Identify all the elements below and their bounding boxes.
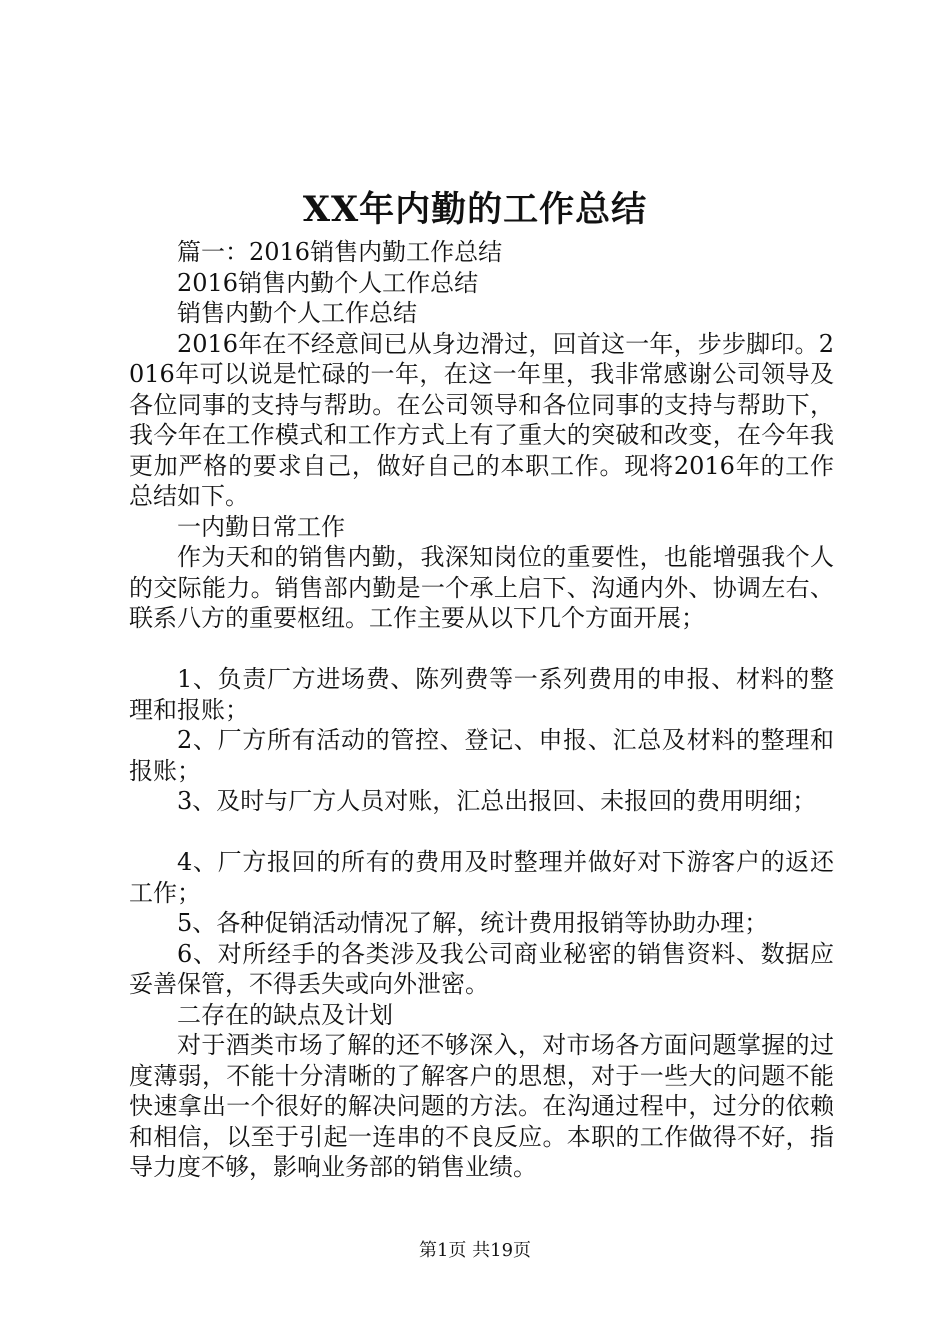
document-body (129, 237, 834, 1183)
list-item-6: 6、对所经手的各类涉及我公司商业秘密的销售资料、数据应妥善保管，不得丢失或向外泄密。 (129, 939, 834, 998)
page-footer: 第1页 共19页 (418, 1240, 532, 1261)
heading-part-one: 篇一：2016销售内勤工作总结 (177, 238, 503, 266)
paragraph-shortcomings: 对于酒类市场了解的还不够深入，对市场各方面问题掌握的过度薄弱，不能十分清晰的了解客户的思想，对于一些大的问题不能快速拿出一个很好的解决问题的方法。在沟通过程中，过分的依赖和相信，以至于引起一连串的不良反应。本职的工作做得不好，指导力度不够，影响业务部的销售业绩。 (129, 1031, 834, 1181)
section-heading-daily-work: 一内勤日常工作 (177, 512, 345, 541)
list-item-1: 1、负责厂方进场费、陈列费等一系列费用的申报、材料的整理和报账； (129, 665, 834, 724)
subheading-summary: 2016销售内勤个人工作总结 (177, 268, 479, 297)
paragraph-role: 作为天和的销售内勤，我深知岗位的重要性，也能增强我个人的交际能力。销售部内勤是一个承上启下、沟通内外、协调左右、联系八方的重要枢纽。工作主要从以下几个方面开展； (129, 543, 834, 632)
list-item-3: 3、及时与厂方人员对账，汇总出报回、未报回的费用明细； (177, 787, 817, 815)
section-heading-shortcomings: 二存在的缺点及计划 (177, 1000, 393, 1029)
subheading-personal-summary: 销售内勤个人工作总结 (177, 299, 417, 327)
list-item-5: 5、各种促销活动情况了解，统计费用报销等协助办理； (177, 909, 769, 937)
document-title: XX年内勤的工作总结 (302, 189, 648, 230)
list-item-2: 2、厂方所有活动的管控、登记、申报、汇总及材料的整理和报账； (129, 726, 834, 785)
blank-line (129, 817, 834, 848)
blank-line (129, 634, 834, 665)
list-item-4: 4、厂方报回的所有的费用及时整理并做好对下游客户的返还工作； (129, 848, 834, 907)
paragraph-intro: 2016年在不经意间已从身边滑过，回首这一年，步步脚印。2016年可以说是忙碌的一年，在这一年里，我非常感谢公司领导及各位同事的支持与帮助。在公司领导和各位同事的支持与帮助下，我今年在工作模式和工作方式上有了重大的突破和改变，在今年我更加严格的要求自己，做好自己的本职工作。现将2016年的工作总结如下。 (129, 329, 834, 510)
